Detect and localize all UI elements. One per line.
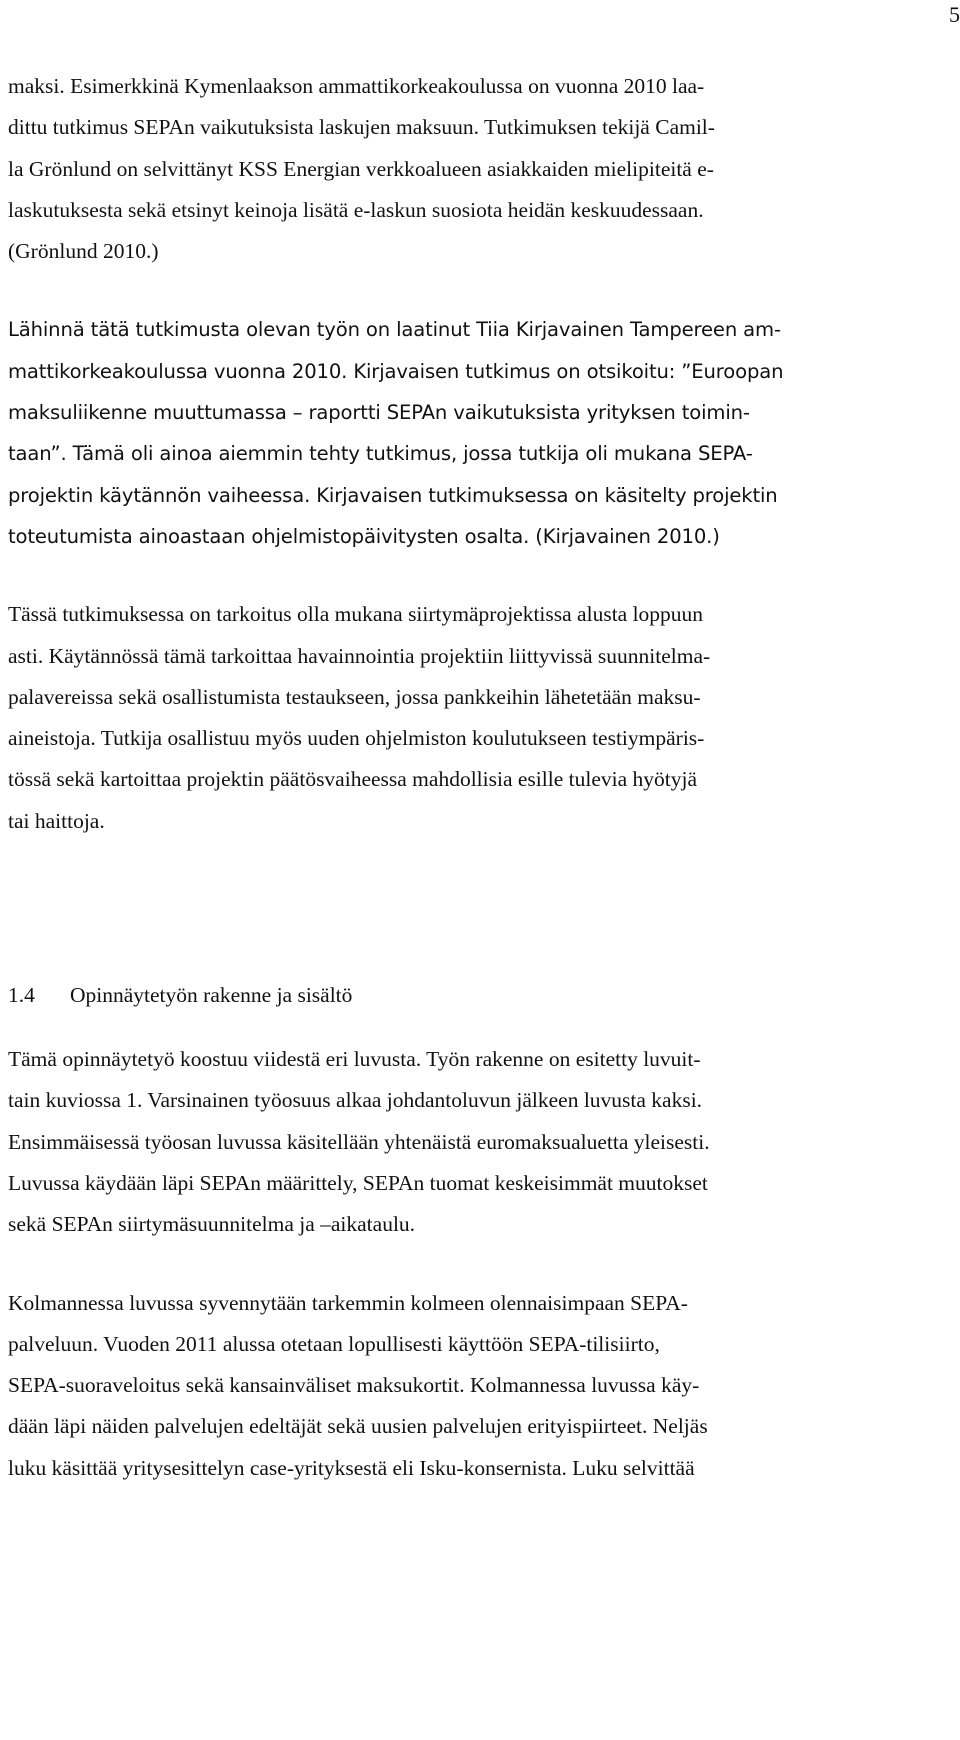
section-number: 1.4 [8,983,35,1008]
paragraph-kirjavainen: Lähinnä tätä tutkimusta olevan työn on laatinut Tiia Kirjavainen Tampereen am- mattikorkeakoulussa vuonna 2010. Kirjavaisen tutkimus on otsikoitu: ”Euroopan maksuliikenne muuttumassa – raportti SEPAn vaikutuksista yrityksen toimin- taan”. Tämä oli ainoa aiemmin tehty tutkimus, jossa tutkija oli mukana SEPA- projektin käytännön vaiheessa. Kirjavaisen tutkimuksessa on käsitelty projektin toteutumista ainoastaan ohjelmistopäivitysten osalta. (Kirjavainen 2010.) [8,318,784,548]
paragraph-tutkimuksen-tarkoitus: Tässä tutkimuksessa on tarkoitus olla mukana siirtymäprojektissa alusta loppuun asti. Käytännössä tämä tarkoittaa havainnointia projektiin liittyvissä suunnitelma- palavereissa sekä osallistumista testaukseen, jossa pankkeihin lähetetään maksu- aineistoja. Tutkija osallistuu myös uuden ohjelmiston koulutukseen testiympäris- tössä sekä kartoittaa projektin päätösvaiheessa mahdollisia esille tulevia hyötyjä tai haittoja. [8,602,711,833]
paragraph-esimerkkina: maksi. Esimerkkinä Kymenlaakson ammattikorkeakoulussa on vuonna 2010 laa- dittu tutkimus SEPAn vaikutuksista laskujen maksuun. Tutkimuksen tekijä Camil- la Grönlund on selvittänyt KSS Energian verkkoalueen asiakkaiden mielipiteitä e- laskutuksesta sekä etsinyt keinoja lisätä e-laskun suosiota heidän keskuudessaan. (Grönlund 2010.) [8,74,715,264]
paragraph-rakenne: Tämä opinnäytetyö koostuu viidestä eri luvusta. Työn rakenne on esitetty luvuit- tain kuviossa 1. Varsinainen työosuus alkaa johdantoluvun jälkeen luvusta kaksi. Ensimmäisessä työosan luvussa käsitellään yhtenäistä euromaksualuetta yleisesti. Luvussa käydään läpi SEPAn määrittely, SEPAn tuomat keskeisimmät muutokset sekä SEPAn siirtymäsuunnitelma ja –aikataulu. [8,1047,710,1237]
section-heading [8,973,950,1017]
document-body [8,66,950,1489]
section-title: Opinnäytetyön rakenne ja sisältö [70,983,353,1008]
page-number: 5 [949,2,960,27]
paragraph-kolmas-luku: Kolmannessa luvussa syvennytään tarkemmin kolmeen olennaisimpaan SEPA- palveluun. Vuoden 2011 alussa otetaan lopullisesti käyttöön SEPA-tilisiirto, SEPA-suoraveloitus sekä kansainväliset maksukortit. Kolmannessa luvussa käy- dään läpi näiden palvelujen edeltäjät sekä uusien palvelujen erityispiirteet. Neljäs luku käsittää yritysesittelyn case-yrityksestä eli Isku-konsernista. Luku selvittää [8,1290,708,1480]
